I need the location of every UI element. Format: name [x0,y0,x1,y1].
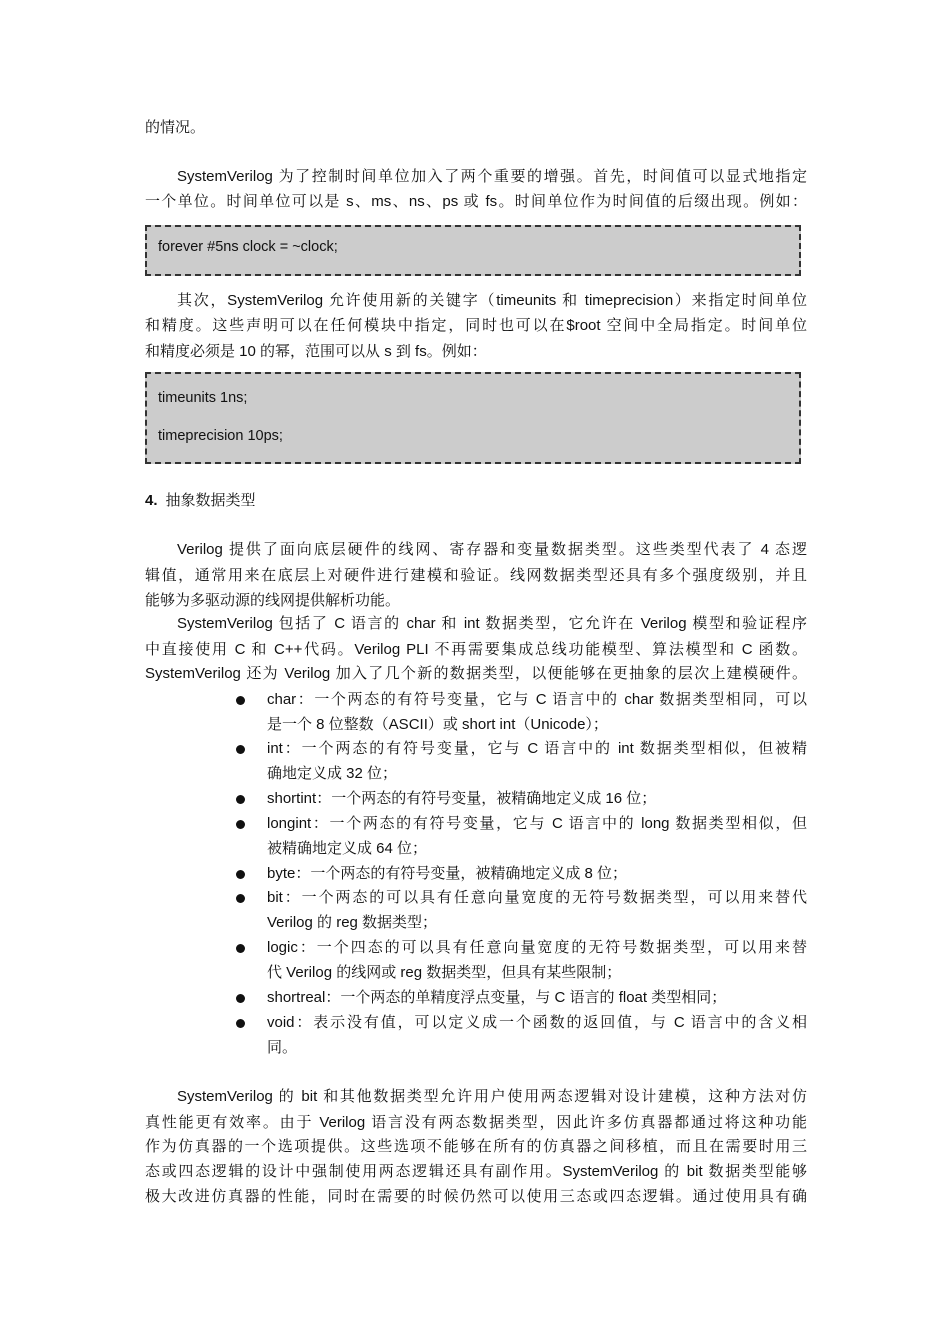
list-item: char：一个两态的有符号变量，它与 C 语言中的 char 数据类型相同，可以 [267,691,807,708]
bullet-icon [236,696,245,705]
paragraph-5-line: 极大改进仿真器的性能，同时在需要的时候仍然可以使用三态或四态逻辑。通过使用具有确 [145,1188,807,1205]
list-item: void：表示没有值，可以定义成一个函数的返回值，与 C 语言中的含义相 [267,1014,807,1031]
section-number: 4. [145,492,158,509]
list-item-continued: 是一个 8 位整数（ASCII）或 short int（Unicode）； [267,716,608,733]
bullet-icon [236,994,245,1003]
code-line: forever #5ns clock = ~clock; [158,239,338,255]
paragraph-3-line: Verilog 提供了面向底层硬件的线网、寄存器和变量数据类型。这些类型代表了 4 态逻 [177,541,807,558]
section-title: 抽象数据类型 [165,492,256,509]
code-line: timeprecision 10ps; [158,428,283,444]
code-line: timeunits 1ns; [158,390,248,406]
paragraph-1-line: SystemVerilog 为了控制时间单位加入了两个重要的增强。首先，时间值可以显式地指定 [177,168,807,185]
list-item: shortreal：一个两态的单精度浮点变量，与 C 语言的 float 类型相同； [267,989,727,1006]
list-item: logic：一个四态的可以具有任意向量宽度的无符号数据类型，可以用来替 [267,939,807,956]
list-item: int：一个两态的有符号变量，它与 C 语言中的 int 数据类型相似，但被精 [267,740,807,757]
bullet-icon [236,745,245,754]
paragraph-1-line: 一个单位。时间单位可以是 s、ms、ns、ps 或 fs。时间单位作为时间值的后缀出现。例如： [145,193,807,210]
paragraph-4-line: 中直接使用 C 和 C++代码。Verilog PLI 不再需要集成总线功能模型、算法模型和 C 函数。 [145,641,807,658]
paragraph-3-line: 能够为多驱动源的线网提供解析功能。 [145,592,401,609]
code-block-2 [145,372,801,464]
paragraph-5-line: 真性能更有效率。由于 Verilog 语言没有两态数据类型，因此许多仿真器都通过将这种功能 [145,1114,807,1131]
bullet-icon [236,870,245,879]
list-item: byte：一个两态的有符号变量，被精确地定义成 8 位； [267,865,628,882]
list-item-continued: 同。 [267,1039,298,1056]
bullet-icon [236,795,245,804]
list-item-continued: 被精确地定义成 64 位； [267,840,428,857]
bullet-icon [236,894,245,903]
paragraph-3-line: 辑值，通常用来在底层上对硬件进行建模和验证。线网数据类型还具有多个强度级别，并且 [145,567,807,584]
list-item-continued: 确地定义成 32 位； [267,765,398,782]
bullet-icon [236,944,245,953]
section-heading [145,491,256,511]
paragraph-2-line: 和精度必须是 10 的幂，范围可以从 s 到 fs。例如： [145,343,487,360]
paragraph-5-line: 态或四态逻辑的设计中强制使用两态逻辑还具有副作用。SystemVerilog 的 bit 数据类型能够 [145,1163,807,1180]
list-item: longint：一个两态的有符号变量，它与 C 语言中的 long 数据类型相似，但 [267,815,807,832]
paragraph-4-line: SystemVerilog 还为 Verilog 加入了几个新的数据类型，以便能够在更抽象的层次上建模硬件。 [145,665,807,682]
list-item: bit：一个两态的可以具有任意向量宽度的无符号数据类型，可以用来替代 [267,889,807,906]
paragraph-4-line: SystemVerilog 包括了 C 语言的 char 和 int 数据类型，它允许在 Verilog 模型和验证程序 [177,615,807,632]
code-block-1 [145,225,801,276]
paragraph-fragment: 的情况。 [145,119,206,136]
paragraph-5-line: SystemVerilog 的 bit 和其他数据类型允许用户使用两态逻辑对设计建模，这种方法对仿 [177,1088,807,1105]
paragraph-2-line: 和精度。这些声明可以在任何模块中指定，同时也可以在$root 空间中全局指定。时间单位 [145,317,807,334]
bullet-icon [236,1019,245,1028]
list-item: shortint：一个两态的有符号变量，被精确地定义成 16 位； [267,790,657,807]
list-item-continued: 代 Verilog 的线网或 reg 数据类型，但具有某些限制； [267,964,622,981]
bullet-icon [236,820,245,829]
paragraph-2-line: 其次，SystemVerilog 允许使用新的关键字（timeunits 和 timeprecision）来指定时间单位 [177,292,807,309]
paragraph-5-line: 作为仿真器的一个选项提供。这些选项不能够在所有的仿真器之间移植，而且在需要时用三 [145,1138,807,1155]
list-item-continued: Verilog 的 reg 数据类型； [267,914,438,931]
